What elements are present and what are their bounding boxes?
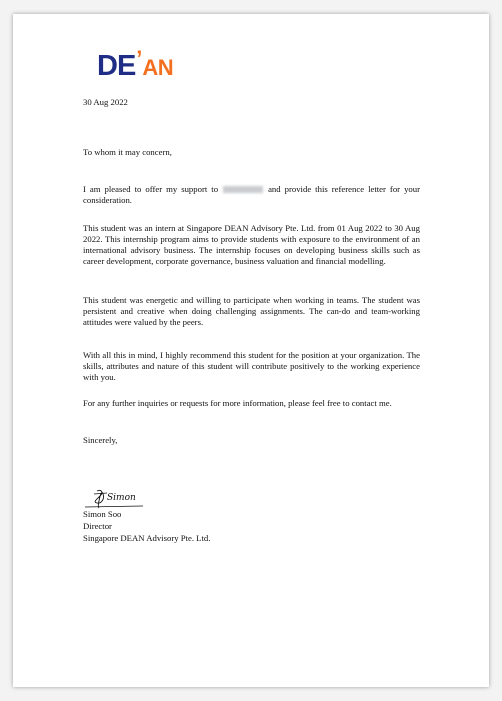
letter-page: [13, 14, 489, 687]
paragraph-support-after: and provide this reference letter for your consideration.: [83, 184, 420, 206]
signatory-title: Director: [83, 521, 112, 531]
paragraph-support: [83, 184, 420, 206]
logo-de: DE: [97, 50, 136, 82]
closing: Sincerely,: [83, 435, 118, 445]
salutation: To whom it may concern,: [83, 147, 172, 157]
signatory-company: Singapore DEAN Advisory Pte. Ltd.: [83, 533, 211, 543]
signature-image: [83, 485, 173, 511]
signature-text: Simon: [107, 493, 136, 503]
logo-an: AN: [142, 55, 174, 80]
paragraph-support-before: I am pleased to offer my support to: [83, 184, 219, 194]
redacted-name: [223, 186, 263, 193]
paragraph-attitude: This student was energetic and willing to participate when working in teams. The student was persistent and creative when doing challenging assignments. The can-do and team-working attitudes were valued by the peers.: [83, 295, 420, 328]
logo-apostrophe: ’: [136, 46, 143, 71]
paragraph-internship: This student was an intern at Singapore DEAN Advisory Pte. Ltd. from 01 Aug 2022 to 30 Aug 2022. This internship program aims to provide students with exposure to the environment of an international advisory business. The internship focuses on developing business skills such as career development, corporate governance, business valuation and financial modelling.: [83, 223, 420, 267]
company-logo: [97, 46, 174, 82]
letter-date: 30 Aug 2022: [83, 97, 128, 107]
paragraph-contact: For any further inquiries or requests for more information, please feel free to contact me.: [83, 398, 392, 408]
signatory-name: Simon Soo: [83, 509, 122, 519]
paragraph-recommendation: With all this in mind, I highly recommend this student for the position at your organization. The skills, attributes and nature of this student will contribute positively to the working experience with you.: [83, 350, 420, 383]
